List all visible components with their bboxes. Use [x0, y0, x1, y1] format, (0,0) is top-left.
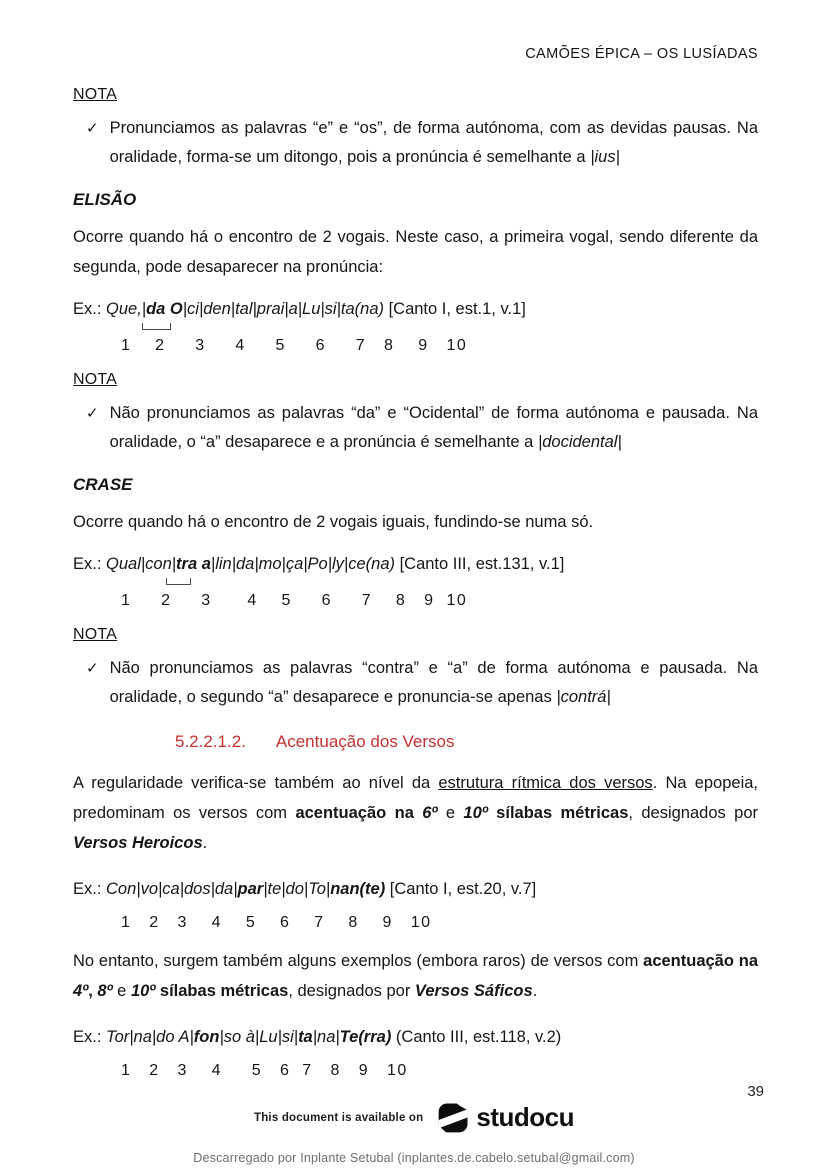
example-segment: |lin|da|mo|ça|Po|ly|ce(na)	[210, 555, 395, 573]
page-number: 39	[747, 1083, 764, 1100]
nota1-body: Pronunciamos as palavras “e” e “os”, de forma autónoma, com as devidas pausas. Na oralidade, forma-se um ditongo, pois a pronúncia é semelhante a	[109, 119, 758, 166]
checkmark-icon: ✓	[86, 660, 99, 677]
available-on-text: This document is available on	[253, 1111, 424, 1124]
elisao-syllable-numbers: 1 2 3 4 5 6 7 8 9 10	[121, 337, 468, 354]
example-elision-syllable: da O	[146, 300, 183, 318]
versos-saficos-term: Versos Sáficos	[414, 982, 533, 1000]
nota1-text	[110, 114, 758, 172]
page-header-title: CAMÕES ÉPICA – OS LUSÍADAS	[525, 46, 758, 62]
crase-brace-mark	[166, 578, 191, 585]
section-heading-acentuacao	[175, 732, 758, 752]
crase-paragraph: Ocorre quando há o encontro de 2 vogais iguais, fundindo-se numa só.	[73, 513, 594, 531]
text-run: No entanto, surgem também alguns exemplos (embora raros) de versos com	[73, 952, 644, 970]
example-segment: |ci|den|tal|prai|a|Lu|si|ta(na)	[182, 300, 384, 318]
text-run: . Na epopeia, predominam os versos com	[73, 774, 759, 822]
downloaded-by-text: Descarregado por Inplante Setubal (inplantes.de.cabelo.setubal@gmail.com)	[193, 1151, 635, 1165]
example-reference: (Canto III, est.118, v.2)	[391, 1028, 562, 1046]
crase-heading: CRASE	[73, 475, 133, 494]
ordinal-4: 4º	[73, 982, 89, 1000]
ordinal-10: 10º	[130, 982, 156, 1000]
checkmark-icon: ✓	[86, 405, 99, 422]
heroico-syllable-numbers: 1 2 3 4 5 6 7 8 9 10	[121, 914, 432, 931]
stressed-syllable: par	[237, 880, 264, 898]
safico-syllable-numbers: 1 2 3 4 5 6 7 8 9 10	[121, 1062, 408, 1079]
nota3-bullet	[73, 654, 758, 712]
safico-example-line	[73, 1024, 758, 1050]
example-segment: |te|do|To|	[263, 880, 331, 898]
studocu-wordmark: studocu	[476, 1102, 574, 1132]
nota2-text	[110, 399, 758, 457]
page-footer	[0, 1079, 828, 1171]
nota1-phonetic: |ius|	[590, 148, 620, 166]
crase-example-line	[73, 551, 758, 577]
elisao-heading: ELISÃO	[73, 190, 137, 209]
bold-term: ,	[88, 982, 98, 1000]
nota3-text	[110, 654, 758, 712]
example-segment: Qual|con|	[106, 555, 177, 573]
section-number: 5.2.2.1.2.	[175, 732, 246, 751]
example-reference: [Canto I, est.20, v.7]	[385, 880, 537, 898]
example-prefix: Ex.:	[73, 555, 107, 573]
elision-brace-mark	[142, 323, 171, 330]
underlined-term: estrutura rítmica dos versos	[438, 774, 653, 792]
example-segment: Tor|na|do A|	[106, 1028, 194, 1046]
nota3-phonetic: |contrá|	[556, 688, 611, 706]
studocu-logo-icon	[437, 1101, 470, 1134]
example-prefix: Ex.:	[73, 1028, 107, 1046]
checkmark-icon: ✓	[86, 120, 99, 137]
acentuacao-paragraph-2	[73, 946, 758, 1006]
ordinal-6: 6º	[422, 804, 438, 822]
bold-term: sílabas métricas	[487, 804, 629, 822]
text-run: .	[532, 982, 538, 1000]
ordinal-8: 8º	[97, 982, 113, 1000]
nota3-body: Não pronunciamos as palavras “contra” e “a” de forma autónoma e pausada. Na oralidade, o segundo “a” desaparece e pronuncia-se apenas	[109, 659, 758, 706]
versos-heroicos-term: Versos Heroicos	[73, 834, 203, 852]
stressed-syllable: fon	[193, 1028, 220, 1046]
stressed-syllable: Te(rra)	[339, 1028, 392, 1046]
nota2-body: Não pronunciamos as palavras “da” e “Ocidental” de forma autónoma e pausada. Na oralidade, o “a” desaparece e a pronúncia é semelhante a	[109, 404, 758, 451]
example-reference: [Canto I, est.1, v.1]	[384, 300, 526, 318]
studocu-banner[interactable]	[0, 1101, 828, 1134]
text-run: .	[202, 834, 208, 852]
section-label: Acentuação dos Versos	[275, 732, 455, 751]
text-run: , designados por	[628, 804, 758, 822]
text-run: A regularidade verifica-se também ao nível da	[73, 774, 439, 792]
crase-syllable-numbers: 1 2 3 4 5 6 7 8 9 10	[121, 592, 468, 609]
text-run: e	[437, 804, 464, 822]
nota2-phonetic: |docidental|	[537, 433, 622, 451]
example-segment: |so à|Lu|si|	[219, 1028, 299, 1046]
nota1-heading: NOTA	[73, 86, 118, 103]
elisao-example-line	[73, 296, 758, 322]
example-segment: Con|vo|ca|dos|da|	[106, 880, 238, 898]
example-segment: |na|	[312, 1028, 340, 1046]
acentuacao-paragraph-1	[73, 768, 758, 858]
studocu-logo[interactable]	[437, 1101, 574, 1134]
example-segment: Que,|	[106, 300, 147, 318]
example-prefix: Ex.:	[73, 300, 107, 318]
example-prefix: Ex.:	[73, 880, 107, 898]
nota1-bullet	[73, 114, 758, 172]
stressed-syllable: ta	[298, 1028, 313, 1046]
nota2-heading: NOTA	[73, 371, 118, 388]
elisao-paragraph: Ocorre quando há o encontro de 2 vogais. Neste caso, a primeira vogal, sendo diferente da segunda, pode desaparecer na pronúncia:	[73, 228, 758, 276]
example-crase-syllable: tra a	[176, 555, 211, 573]
heroico-example-line	[73, 876, 758, 902]
bold-term: acentuação na	[643, 952, 758, 970]
nota3-heading: NOTA	[73, 626, 118, 643]
stressed-syllable: nan(te)	[330, 880, 386, 898]
text-run: , designados por	[288, 982, 415, 1000]
ordinal-10: 10º	[463, 804, 488, 822]
example-reference: [Canto III, est.131, v.1]	[394, 555, 565, 573]
nota2-bullet	[73, 399, 758, 457]
bold-term: sílabas métricas	[155, 982, 289, 1000]
bold-term: acentuação na	[295, 804, 423, 822]
text-run: e	[112, 982, 131, 1000]
